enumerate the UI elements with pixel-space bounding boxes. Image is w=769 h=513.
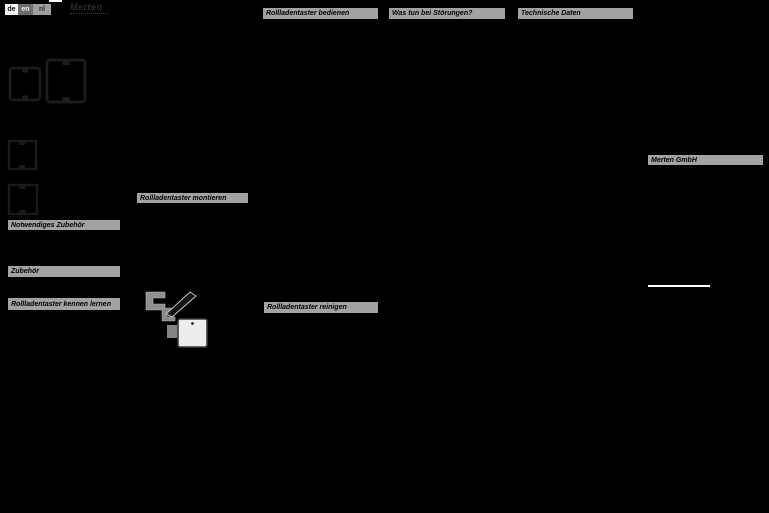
language-tab-en[interactable]: en [18,4,33,15]
section-header-stoerungen: Was tun bei Störungen? [389,8,505,19]
mount-piece-shape [167,325,179,338]
device-front-small-figure [8,66,42,102]
section-header-notwendiges-zubehoer: Notwendiges Zubehör [8,220,120,230]
disassembly-illustration [140,286,213,350]
screwdriver-tool-shape [166,292,196,317]
section-header-merten-gmbh: Merten GmbH [648,155,763,165]
language-tab-nl[interactable]: nl [33,4,51,15]
language-tab-de[interactable]: de [5,4,18,15]
section-header-zubehoer: Zubehör [8,266,120,277]
device-front-large-figure [45,58,87,104]
section-header-kennen-lernen: Rollladentaster kennen lernen [8,298,120,310]
frame-corner-shape [146,292,165,310]
section-header-bedienen: Rollladentaster bedienen [263,8,378,19]
section-header-technische-daten: Technische Daten [518,8,633,19]
section-header-reinigen: Rollladentaster reinigen [264,302,378,313]
button-front-dot [191,322,194,325]
accessory-frame-figure-1 [7,139,38,171]
accessory-frame-figure-2 [7,183,39,216]
merten-column-divider [648,285,710,287]
merten-logo: Merten [70,2,108,14]
section-header-montieren: Rollladentaster montieren [137,193,248,203]
top-edge-mark [49,0,62,2]
